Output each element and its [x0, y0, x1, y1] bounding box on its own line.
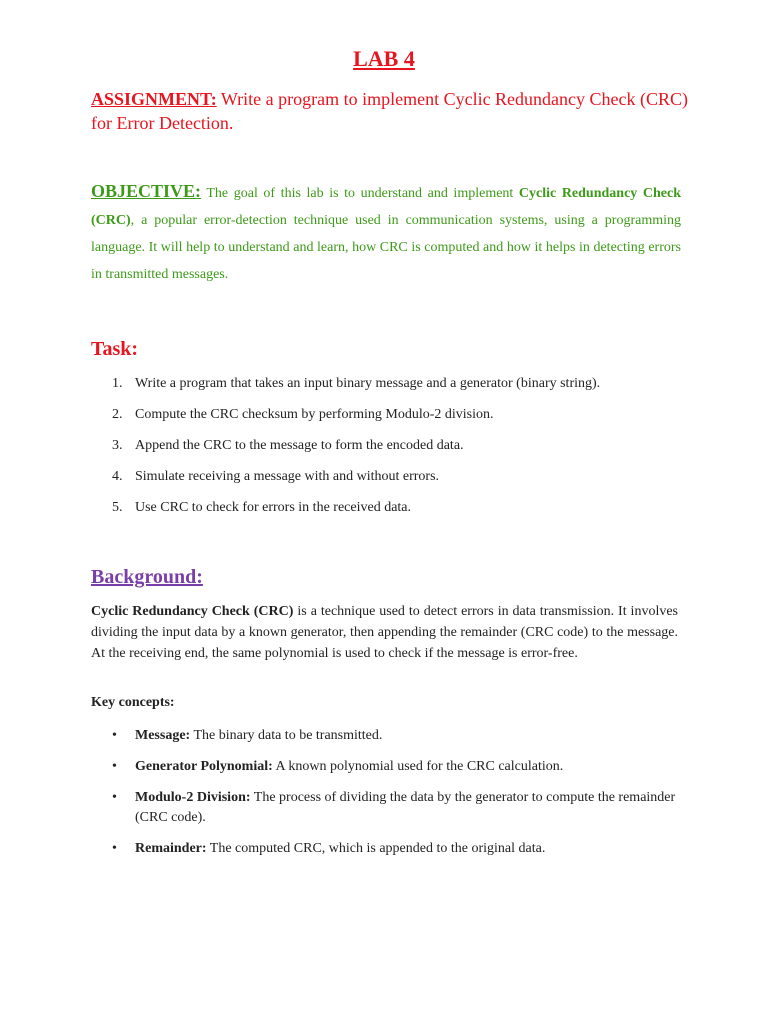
task-item: [112, 405, 672, 436]
background-text: is a technique used to detect errors in data transmission. It involves dividing the input data by a known generator, then appending the remainder (CRC code) to the message. At the receiving end, the same polynomial is used to check if the message is error-free.: [91, 604, 678, 661]
assignment-paragraph: [91, 87, 691, 135]
concept-item: [112, 757, 678, 777]
bullet-icon: •: [112, 841, 117, 856]
bullet-icon: •: [112, 728, 117, 743]
concept-item: [112, 726, 678, 746]
concept-term: Remainder:: [135, 841, 207, 856]
objective-label: OBJECTIVE:: [91, 181, 202, 201]
objective-text-start: The goal of this lab is to understand and implement: [201, 186, 519, 201]
bullet-icon: •: [112, 790, 117, 805]
bullet-icon: •: [112, 759, 117, 774]
task-number: 3.: [112, 438, 123, 453]
concept-term: Message:: [135, 728, 191, 743]
task-item: [112, 436, 672, 467]
task-item: [112, 467, 672, 498]
assignment-text: Write a program to implement Cyclic Redundancy Check (CRC) for Error Detection.: [91, 89, 689, 133]
task-number: 1.: [112, 376, 123, 391]
concept-desc: The process of dividing the data by the generator to compute the remainder (CRC code).: [135, 790, 676, 825]
task-text: Compute the CRC checksum by performing Modulo-2 division.: [135, 407, 494, 422]
concept-item: [112, 788, 678, 828]
task-text: Simulate receiving a message with and without errors.: [135, 469, 440, 484]
background-crc-term: Cyclic Redundancy Check (CRC): [91, 604, 294, 619]
concept-term: Generator Polynomial:: [135, 759, 273, 774]
task-item: [112, 374, 672, 405]
task-number: 4.: [112, 469, 123, 484]
concept-desc: The computed CRC, which is appended to the original data.: [206, 841, 546, 856]
background-paragraph: [91, 601, 678, 664]
concept-item: [112, 839, 678, 859]
key-concepts-heading: Key concepts:: [91, 695, 175, 710]
task-text: Append the CRC to the message to form the encoded data.: [135, 438, 464, 453]
concept-list: [112, 726, 678, 870]
task-number: 2.: [112, 407, 123, 422]
task-number: 5.: [112, 500, 123, 515]
concept-desc: A known polynomial used for the CRC calculation.: [272, 759, 564, 774]
concept-term: Modulo-2 Division:: [135, 790, 251, 805]
task-heading: Task:: [91, 338, 139, 360]
task-item: [112, 498, 672, 529]
task-text: Write a program that takes an input binary message and a generator (binary string).: [135, 376, 601, 391]
objective-crc-term: Cyclic Redundancy Check (CRC): [91, 186, 681, 228]
assignment-label: ASSIGNMENT:: [91, 89, 217, 109]
task-text: Use CRC to check for errors in the received data.: [135, 500, 412, 515]
task-list: [112, 374, 672, 529]
objective-text-end: , a popular error-detection technique used in communication systems, using a programming language. It will help to understand and learn, how CRC is computed and how it helps in detecting errors in transmitted messages.: [91, 213, 681, 282]
concept-desc: The binary data to be transmitted.: [190, 728, 383, 743]
page-title: LAB 4: [353, 46, 415, 71]
background-heading: Background:: [91, 566, 203, 588]
objective-paragraph: [91, 178, 681, 288]
